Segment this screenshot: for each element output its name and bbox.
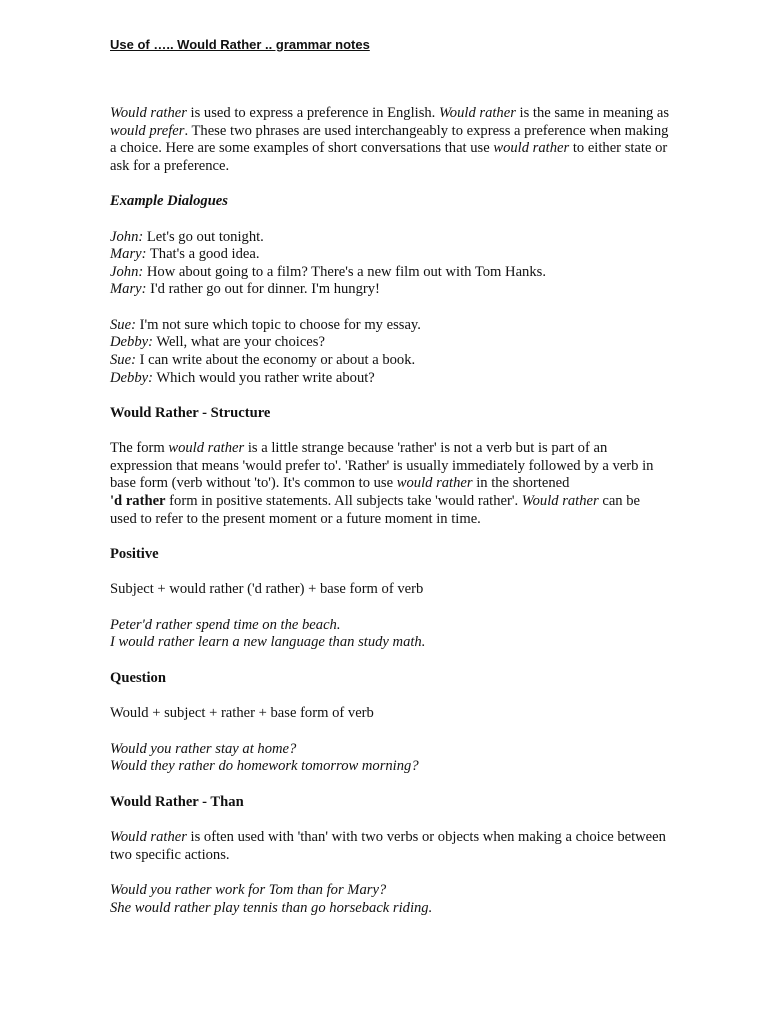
speaker-name: Debby: — [110, 369, 153, 386]
dialogue-line: John: Let's go out tonight. — [110, 228, 264, 245]
page-title: Use of ….. Would Rather .. grammar notes — [110, 37, 370, 52]
dialogue-line: John: How about going to a film? There's a new film out with Tom Hanks. — [110, 263, 546, 280]
structure-paragraph: The form would rather is a little strange because 'rather' is not a verb but is part of an expression that means 'would prefer to'. 'Rather' is usually immediately followed by a verb in base form (verb without 'to'). It's common to use would rather in the shortened 'd rather form in positive statements. All subjects take 'would rather'. Would rather can be used to refer to the present moment or a future moment in time. — [110, 440, 654, 527]
dialogue-line: Debby: Which would you rather write about? — [110, 369, 375, 386]
speaker-name: Debby: — [110, 334, 153, 351]
than-paragraph: Would rather is often used with 'than' with two verbs or objects when making a choice between two specific actions. — [110, 828, 666, 863]
section-heading-structure: Would Rather - Structure — [110, 404, 271, 421]
example-sentence: She would rather play tennis than go horseback riding. — [110, 899, 433, 916]
speaker-name: Mary: — [110, 281, 147, 298]
example-sentence: Would you rather stay at home? — [110, 740, 297, 757]
question-examples — [110, 741, 670, 776]
section-heading-question: Question — [110, 669, 166, 686]
dialogue-line: Debby: Well, what are your choices? — [110, 334, 325, 351]
document-page — [110, 36, 670, 917]
positive-examples — [110, 617, 670, 652]
example-sentence: I would rather learn a new language than study math. — [110, 634, 426, 651]
intro-term: would rather — [493, 140, 570, 157]
example-sentence: Peter'd rather spend time on the beach. — [110, 616, 341, 633]
section-heading-positive: Positive — [110, 546, 159, 563]
speaker-name: Sue: — [110, 351, 136, 368]
question-formula: Would + subject + rather + base form of verb — [110, 705, 374, 722]
than-examples — [110, 882, 670, 917]
intro-term: would prefer — [110, 122, 185, 139]
dialogue-line: Mary: I'd rather go out for dinner. I'm hungry! — [110, 281, 380, 298]
speaker-name: John: — [110, 228, 144, 245]
speaker-name: Mary: — [110, 246, 147, 263]
speaker-name: Sue: — [110, 316, 136, 333]
intro-term: Would rather — [110, 105, 187, 121]
section-heading-dialogues: Example Dialogues — [110, 193, 228, 210]
positive-formula: Subject + would rather ('d rather) + base form of verb — [110, 581, 424, 598]
dialogue-1 — [110, 229, 670, 299]
dialogue-line: Sue: I'm not sure which topic to choose for my essay. — [110, 316, 421, 333]
section-heading-than: Would Rather - Than — [110, 793, 244, 810]
dialogue-line: Mary: That's a good idea. — [110, 246, 260, 263]
intro-term: Would rather — [438, 105, 516, 121]
dialogue-line: Sue: I can write about the economy or about a book. — [110, 351, 416, 368]
example-sentence: Would you rather work for Tom than for Mary? — [110, 881, 387, 898]
speaker-name: John: — [110, 263, 144, 280]
intro-paragraph: Would rather is used to express a preference in English. Would rather is the same in meaning as would prefer. These two phrases are used interchangeably to express a preference when making a choice. Here are some examples of short conversations that use would rather to either state or ask for a preference. — [110, 105, 670, 174]
dialogue-2 — [110, 317, 670, 387]
example-sentence: Would they rather do homework tomorrow morning? — [110, 758, 419, 775]
